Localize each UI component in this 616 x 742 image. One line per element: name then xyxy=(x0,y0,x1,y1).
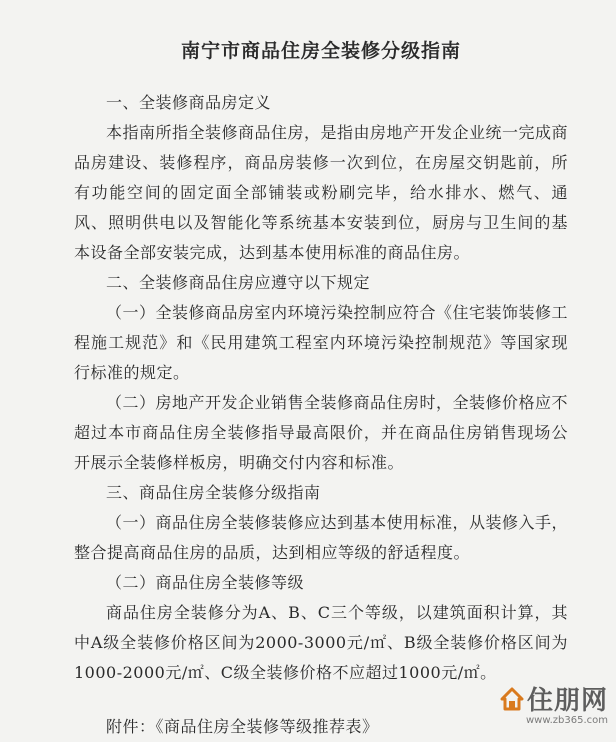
section2-item2: （二）房地产开发企业销售全装修商品住房时，全装修价格应不超过本市商品住房全装修指导最高限价，并在商品住房销售现场公开展示全装修样板房，明确交付内容和标准。 xyxy=(74,393,569,472)
attachment-line: 附件：《商品住房全装修等级推荐表》 xyxy=(106,717,379,736)
house-logo-icon xyxy=(499,686,525,712)
section2-item1: （一）全装修商品房室内环境污染控制应符合《住宅装饰装修工程施工规范》和《民用建筑工程室内环境污染控制规范》等国家现行标准的规定。 xyxy=(74,303,569,382)
section3-item2-body: 商品住房全装修分为A、B、C三个等级，以建筑面积计算，其中A级全装修价格区间为2000-3000元/㎡、B级全装修价格区间为1000-2000元/㎡、C级全装修价格不应超过1000元/㎡。 xyxy=(74,603,568,682)
watermark-url: www.zb365.com xyxy=(525,715,608,726)
section3-item1: （一）商品住房全装修装修应达到基本使用标准，从装修入手，整合提高商品住房的品质，达到相应等级的舒适程度。 xyxy=(74,513,569,562)
watermark xyxy=(499,680,608,726)
watermark-brand: 住朋网 xyxy=(526,686,608,716)
section1-body: 本指南所指全装修商品住房，是指由房地产开发企业统一完成商品房建设、装修程序，商品房装修一次到位，在房屋交钥匙前，所有功能空间的固定面全部铺装或粉刷完毕，给水排水、燃气、通风、照明供电以及智能化等系统基本安装到位，厨房与卫生间的基本设备全部安装完成，达到基本使用标准的商品住房。 xyxy=(74,123,569,262)
watermark-logo xyxy=(499,680,608,717)
document-title: 南宁市商品住房全装修分级指南 xyxy=(180,40,461,62)
section1-heading: 一、全装修商品房定义 xyxy=(106,93,272,112)
section3-item2-heading: （二）商品住房全装修等级 xyxy=(106,573,305,592)
section2-heading: 二、全装修商品住房应遵守以下规定 xyxy=(106,273,371,292)
section3-heading: 三、商品住房全装修分级指南 xyxy=(106,483,321,502)
